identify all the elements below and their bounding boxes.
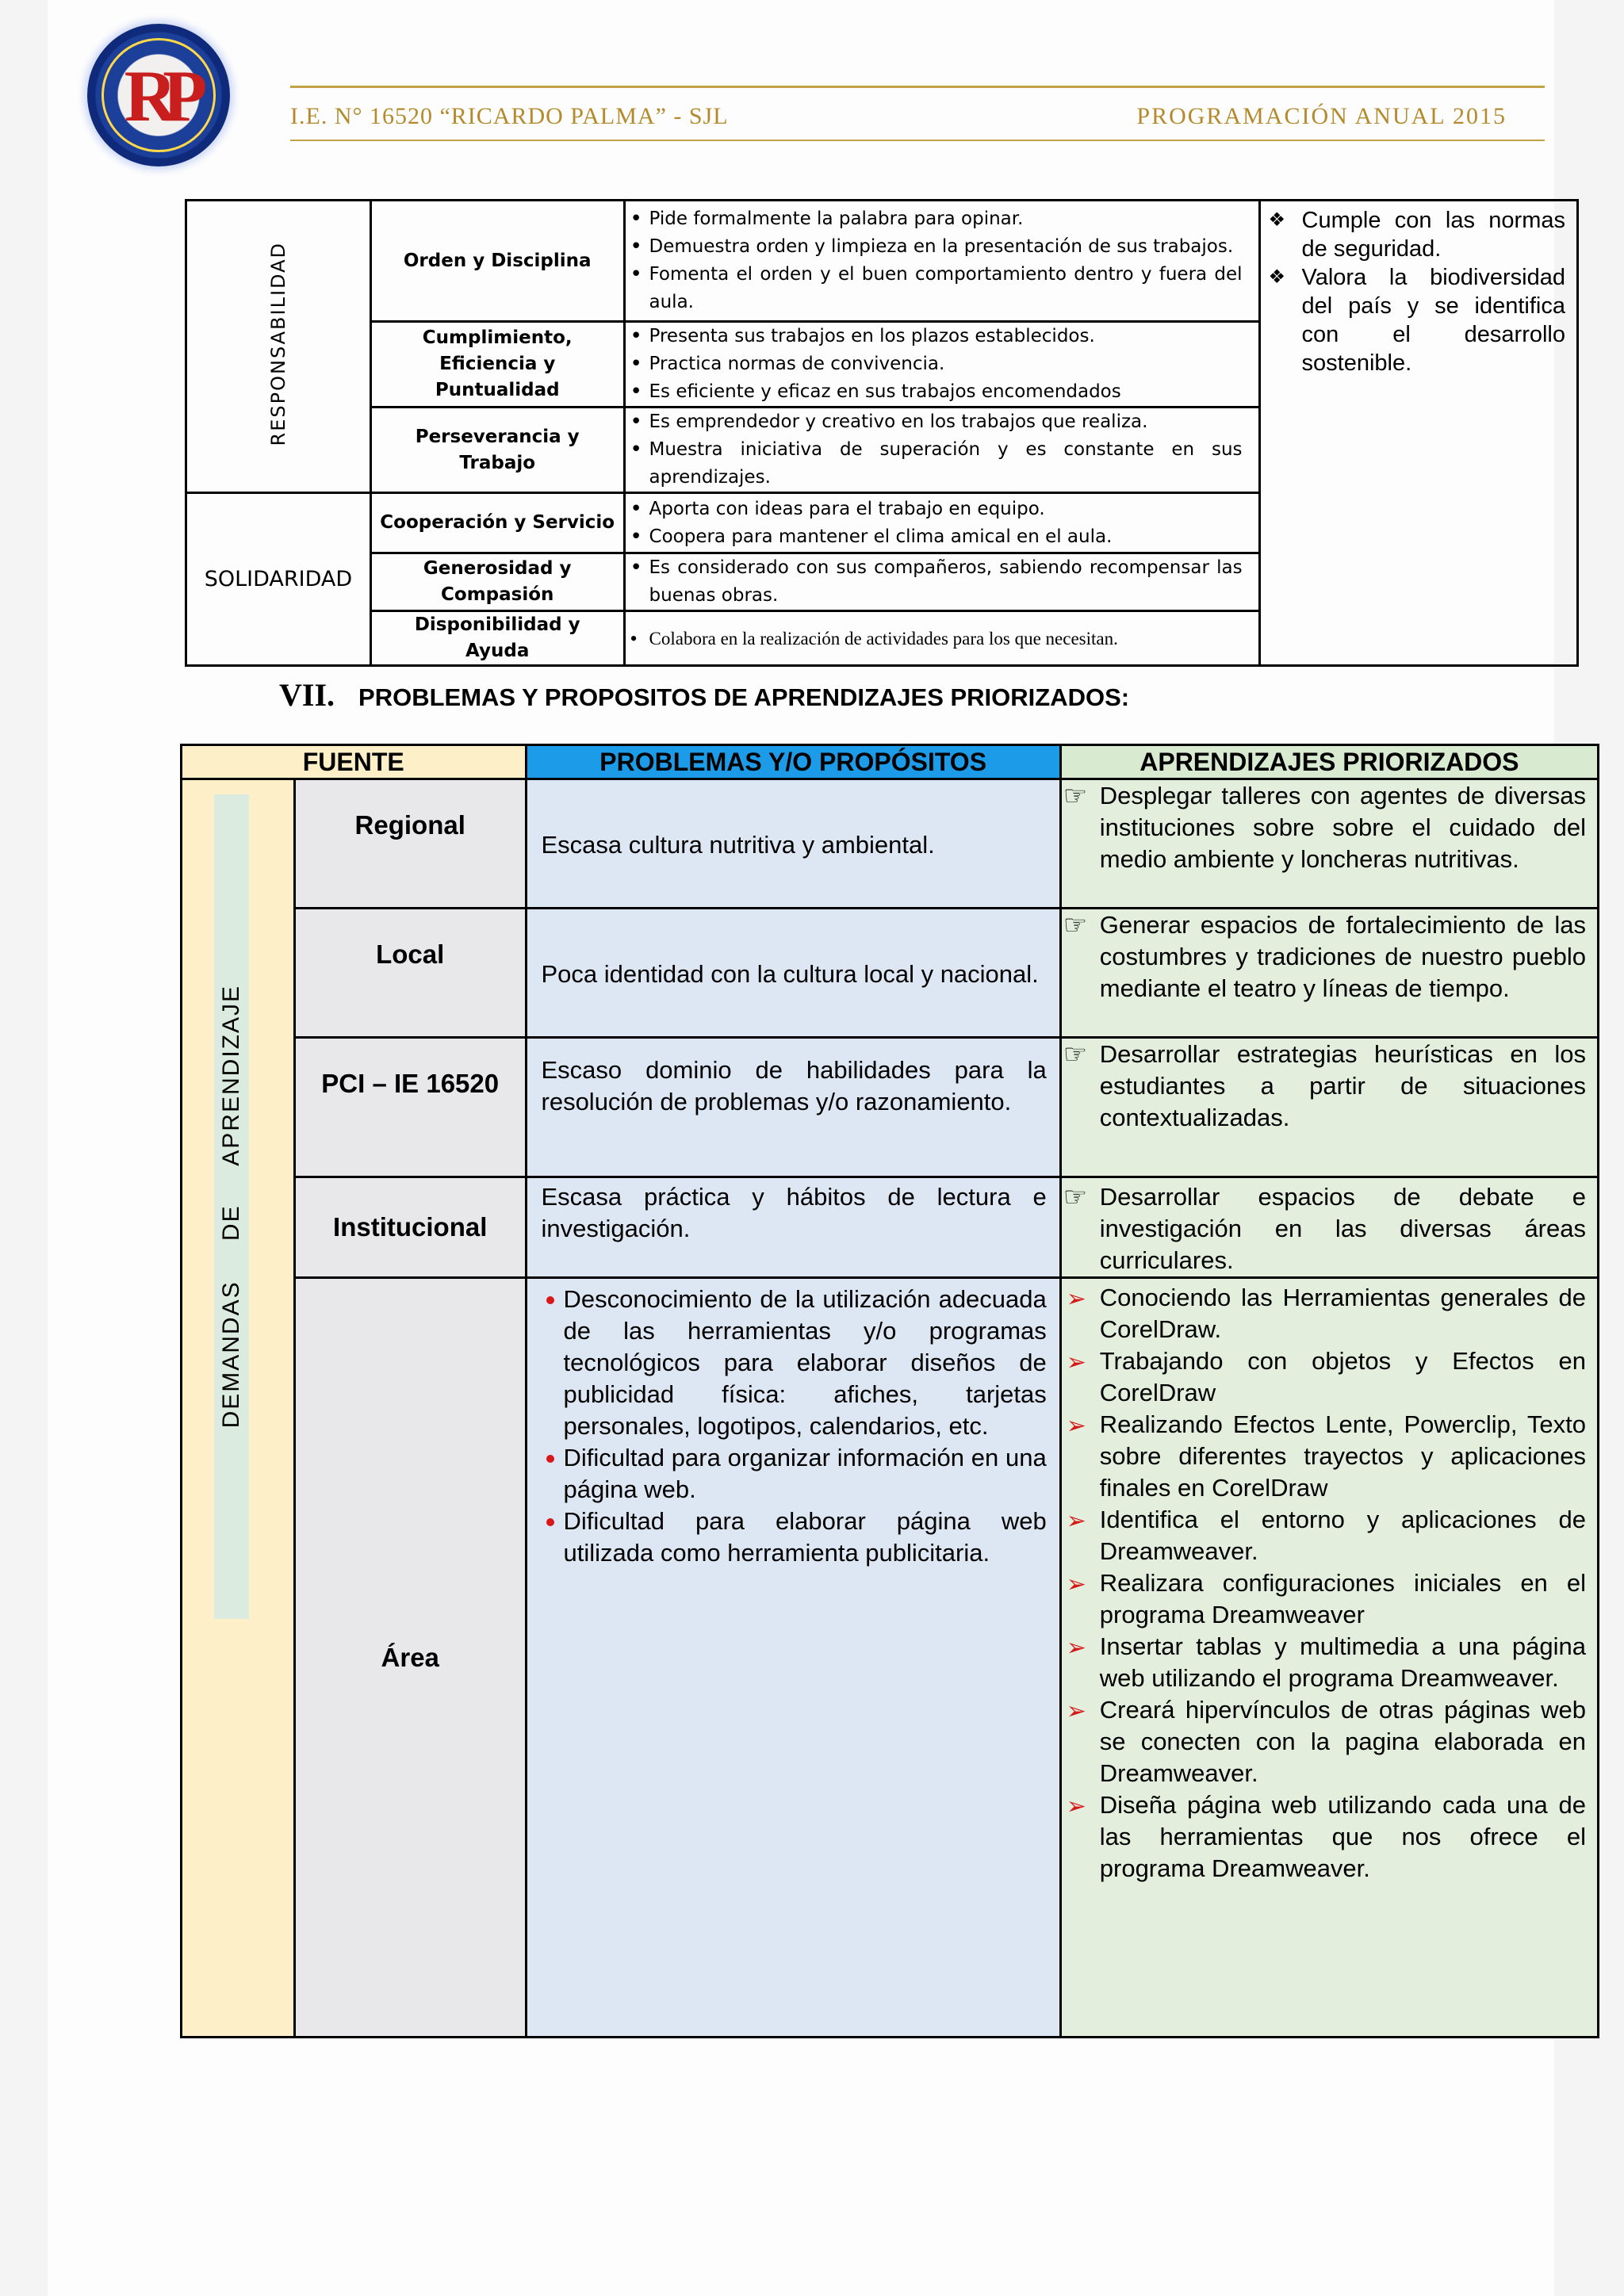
red-arrow-icon: ➢ <box>1066 1793 1086 1820</box>
demandas-band <box>214 794 249 1619</box>
list-item: ➢ Diseña página web utilizando cada una de las herramientas que nos ofrece el programa Dreamweaver. <box>1066 1791 1586 1882</box>
section-title <box>279 676 1129 714</box>
learning-cell <box>1060 1177 1598 1278</box>
source-cell: PCI – IE 16520 <box>294 1038 526 1177</box>
value-responsabilidad: RESPONSABILIDAD <box>266 241 289 446</box>
list-item: ➢ Insertar tablas y multimedia a una página web utilizando el programa Dreamweaver. <box>1066 1632 1586 1692</box>
list-item: • Es eficiente y eficaz en sus trabajos encomendados <box>626 378 1243 406</box>
actions-cell <box>624 493 1259 553</box>
table-row <box>182 779 1599 909</box>
document-page <box>48 0 1586 2296</box>
list-item: ❖ Valora la biodiversidad del país y se identifica con el desarrollo sostenible. <box>1268 265 1565 376</box>
indicator-cell: Orden y Disciplina <box>370 201 624 322</box>
actions-cell <box>624 322 1259 408</box>
actions-cell <box>624 611 1259 666</box>
list-item: Dificultad para elaborar página web utilizada como herramienta publicitaria. <box>542 1506 1047 1569</box>
learning-cell <box>1060 1278 1598 2038</box>
problem-cell: Escaso dominio de habilidades para la resolución de problemas y/o razonamiento. <box>526 1038 1060 1177</box>
list-item: Desconocimiento de la utilización adecuada de las herramientas y/o programas tecnológicos para elaborar diseños de publicidad física: afiches, tarjetas personales, logotipos, calendarios, etc. <box>542 1284 1047 1442</box>
table-row <box>182 1038 1599 1177</box>
diamond-bullet-icon: ❖ <box>1268 209 1286 231</box>
red-arrow-icon: ➢ <box>1066 1571 1086 1598</box>
list-item: ➢ Identifica el entorno y aplicaciones de Dreamweaver. <box>1066 1506 1586 1565</box>
demandas-label: DEMANDAS DE APRENDIZAJE <box>218 985 244 1429</box>
list-item: ➢ Conociendo las Herramientas generales de CorelDraw. <box>1066 1284 1586 1343</box>
list-item: • Fomenta el orden y el buen comportamiento dentro y fuera del aula. <box>626 261 1243 316</box>
diamond-bullet-icon: ❖ <box>1268 266 1286 288</box>
section-number: VII. <box>279 677 335 713</box>
list-item: • Aporta con ideas para el trabajo en equipo. <box>626 496 1243 523</box>
pointing-hand-icon: ☞ <box>1063 910 1088 940</box>
list-item: ➢ Realizara configuraciones iniciales en el programa Dreamweaver <box>1066 1569 1586 1628</box>
list-item: • Es emprendedor y creativo en los trabajos que realiza. <box>626 408 1243 436</box>
pointing-hand-icon: ☞ <box>1063 1039 1088 1070</box>
pointing-hand-icon: ☞ <box>1063 781 1088 811</box>
value-cell <box>186 201 371 493</box>
red-arrow-icon: ➢ <box>1066 1413 1086 1439</box>
source-cell: Institucional <box>294 1177 526 1278</box>
header-document-title: PROGRAMACIÓN ANUAL 2015 <box>1136 103 1507 129</box>
table-header-row <box>182 745 1599 779</box>
table-row <box>182 1177 1599 1278</box>
red-arrow-icon: ➢ <box>1066 1698 1086 1724</box>
learning-cell <box>1060 1038 1598 1177</box>
logo-letters: RP <box>124 55 193 136</box>
list-item: • Demuestra orden y limpieza en la presentación de sus trabajos. <box>626 233 1243 261</box>
list-item: ☞ Desarrollar espacios de debate e investigación en las diversas áreas curriculares. <box>1063 1182 1586 1274</box>
header-problemas: PROBLEMAS Y/O PROPÓSITOS <box>526 745 1060 779</box>
demandas-cell <box>182 779 295 2038</box>
header-rule-top <box>290 86 1545 88</box>
table-row <box>182 1278 1599 2038</box>
school-logo <box>87 24 230 166</box>
list-item: ☞ Desarrollar estrategias heurísticas en los estudiantes a partir de situaciones contextualizadas. <box>1063 1039 1586 1131</box>
source-cell: Regional <box>294 779 526 909</box>
indicator-cell: Cumplimiento, Eficiencia y Puntualidad <box>370 322 624 408</box>
list-item: ☞ Generar espacios de fortalecimiento de las costumbres y tradiciones de nuestro pueblo mediante el teatro y líneas de tiempo. <box>1063 910 1586 1002</box>
problem-cell: Escasa cultura nutritiva y ambiental. <box>526 779 1060 909</box>
list-item: ➢ Creará hipervínculos de otras páginas web se conecten con la pagina elaborada en Dreamweaver. <box>1066 1696 1586 1787</box>
list-item: ❖ Cumple con las normas de seguridad. <box>1268 208 1565 262</box>
list-item: • Coopera para mantener el clima amical en el aula. <box>626 523 1243 551</box>
list-item: • Presenta sus trabajos en los plazos establecidos. <box>626 323 1243 350</box>
red-arrow-icon: ➢ <box>1066 1349 1086 1376</box>
list-item: Dificultad para organizar información en una página web. <box>542 1442 1047 1506</box>
list-item: • Pide formalmente la palabra para opinar. <box>626 205 1243 233</box>
header-aprendizajes: APRENDIZAJES PRIORIZADOS <box>1060 745 1598 779</box>
list-item: • Colabora en la realización de actividades para los que necesitan. <box>626 625 1243 652</box>
actions-cell <box>624 553 1259 611</box>
table-row <box>186 201 1578 322</box>
problem-cell: Poca identidad con la cultura local y nacional. <box>526 909 1060 1038</box>
actions-cell <box>624 201 1259 322</box>
list-item: ➢ Realizando Efectos Lente, Powerclip, Texto sobre diferentes trayectos y aplicaciones finales en CorelDraw <box>1066 1410 1586 1502</box>
source-cell: Área <box>294 1278 526 2038</box>
learning-cell <box>1060 779 1598 909</box>
header-school: I.E. N° 16520 “RICARDO PALMA” - SJL <box>290 103 729 129</box>
list-item: • Es considerado con sus compañeros, sabiendo recompensar las buenas obras. <box>626 554 1243 610</box>
indicator-cell: Cooperación y Servicio <box>370 493 624 553</box>
actions-cell <box>624 408 1259 493</box>
red-arrow-icon: ➢ <box>1066 1508 1086 1534</box>
section-heading: PROBLEMAS Y PROPOSITOS DE APRENDIZAJES PRIORIZADOS: <box>358 683 1130 711</box>
pointing-hand-icon: ☞ <box>1063 1182 1088 1212</box>
learning-cell <box>1060 909 1598 1038</box>
value-solidaridad: SOLIDARIDAD <box>186 493 371 666</box>
header-rule-bottom <box>290 140 1545 141</box>
table-row <box>182 909 1599 1038</box>
problems-table <box>180 744 1599 2038</box>
list-item: • Muestra iniciativa de superación y es constante en sus aprendizajes. <box>626 436 1243 492</box>
values-table <box>185 199 1579 667</box>
source-cell: Local <box>294 909 526 1038</box>
indicator-cell: Disponibilidad y Ayuda <box>370 611 624 666</box>
red-arrow-icon: ➢ <box>1066 1286 1086 1312</box>
indicator-cell: Generosidad y Compasión <box>370 553 624 611</box>
red-arrow-icon: ➢ <box>1066 1635 1086 1661</box>
problem-cell <box>526 1278 1060 2038</box>
indicator-cell: Perseverancia y Trabajo <box>370 408 624 493</box>
attitudes-cell <box>1259 201 1577 666</box>
header-fuente: FUENTE <box>182 745 527 779</box>
list-item: ☞ Desplegar talleres con agentes de diversas instituciones sobre sobre el cuidado del medio ambiente y loncheras nutritivas. <box>1063 781 1586 873</box>
list-item: ➢ Trabajando con objetos y Efectos en CorelDraw <box>1066 1347 1586 1406</box>
problem-cell: Escasa práctica y hábitos de lectura e investigación. <box>526 1177 1060 1278</box>
list-item: • Practica normas de convivencia. <box>626 350 1243 378</box>
